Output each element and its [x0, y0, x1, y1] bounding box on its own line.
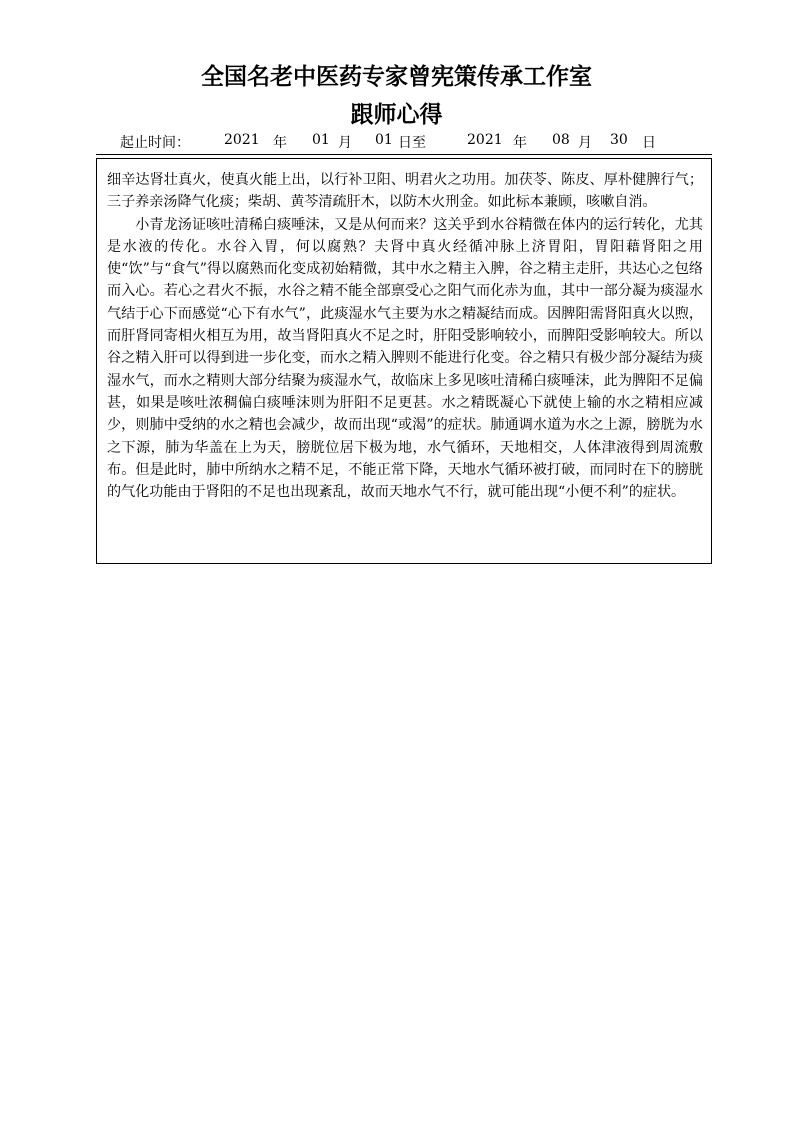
document-title: 全国名老中医药专家曾宪策传承工作室 — [201, 63, 592, 90]
paragraph: 细辛达肾壮真火，使真火能上出，以行补卫阳、明君火之功用。加茯苓、陈皮、厚朴健脾行气；三子养亲汤降气化痰；柴胡、黄芩清疏肝木，以防木火刑金。如此标本兼顾，咳嗽自消。 — [107, 172, 703, 211]
notes-content — [107, 169, 703, 503]
notes-box — [96, 158, 712, 564]
end-year: 2021 — [467, 132, 503, 148]
end-day: 30 — [610, 132, 628, 148]
end-month: 08 — [552, 132, 570, 148]
start-day: 01 — [375, 132, 393, 148]
day-to-label: 日至 — [398, 135, 426, 151]
year-unit: 年 — [513, 135, 527, 151]
header-divider — [96, 154, 712, 155]
start-month: 01 — [312, 132, 330, 148]
month-unit: 月 — [578, 135, 592, 151]
year-unit: 年 — [273, 135, 287, 151]
paragraph: 小青龙汤证咳吐清稀白痰唾沫，又是从何而来？这关乎到水谷精微在体内的运行转化，尤其是水液的传化。水谷入胃，何以腐熟？夫肾中真火经循冲脉上济胃阳，胃阳藉肾阳之用使“饮”与“食气”得以腐熟而化变成初始精微，其中水之精主入脾，谷之精主走肝，共达心之包络而入心。若心之君火不振，水谷之精不能全部禀受心之阳气而化赤为血，其中一部分凝为痰湿水气结于心下而感觉“心下有水气”，此痰湿水气主要为水之精凝结而成。因脾阳需肾阳真火以煦，而肝肾同寄相火相互为用，故当肾阳真火不足之时，肝阳受影响较小，而脾阳受影响较大。所以谷之精入肝可以得到进一步化变，而水之精入脾则不能进行化变。谷之精只有极少部分凝结为痰湿水气，而水之精则大部分结聚为痰湿水气，故临床上多见咳吐清稀白痰唾沫，此为脾阳不足偏甚，如果是咳吐浓稠偏白痰唾沫则为肝阳不足更甚。水之精既凝心下就使上输的水之精相应减少，则肺中受纳的水之精也会减少，故而出现“或渴”的症状。肺通调水道为水之上源，膀胱为水之下源，肺为华盖在上为天，膀胱位居下极为地，水气循环，天地相交，人体津液得到周流敷布。但是此时，肺中所纳水之精不足，不能正常下降，天地水气循环被打破，而同时在下的膀胱的气化功能由于肾阳的不足也出现紊乱，故而天地水气不行，就可能出现“小便不利”的症状。 — [107, 216, 703, 501]
day-unit: 日 — [642, 135, 656, 151]
document-subtitle: 跟师心得 — [350, 101, 443, 128]
start-year: 2021 — [224, 132, 260, 148]
date-range-label: 起止时间： — [120, 135, 190, 151]
month-unit: 月 — [338, 135, 352, 151]
